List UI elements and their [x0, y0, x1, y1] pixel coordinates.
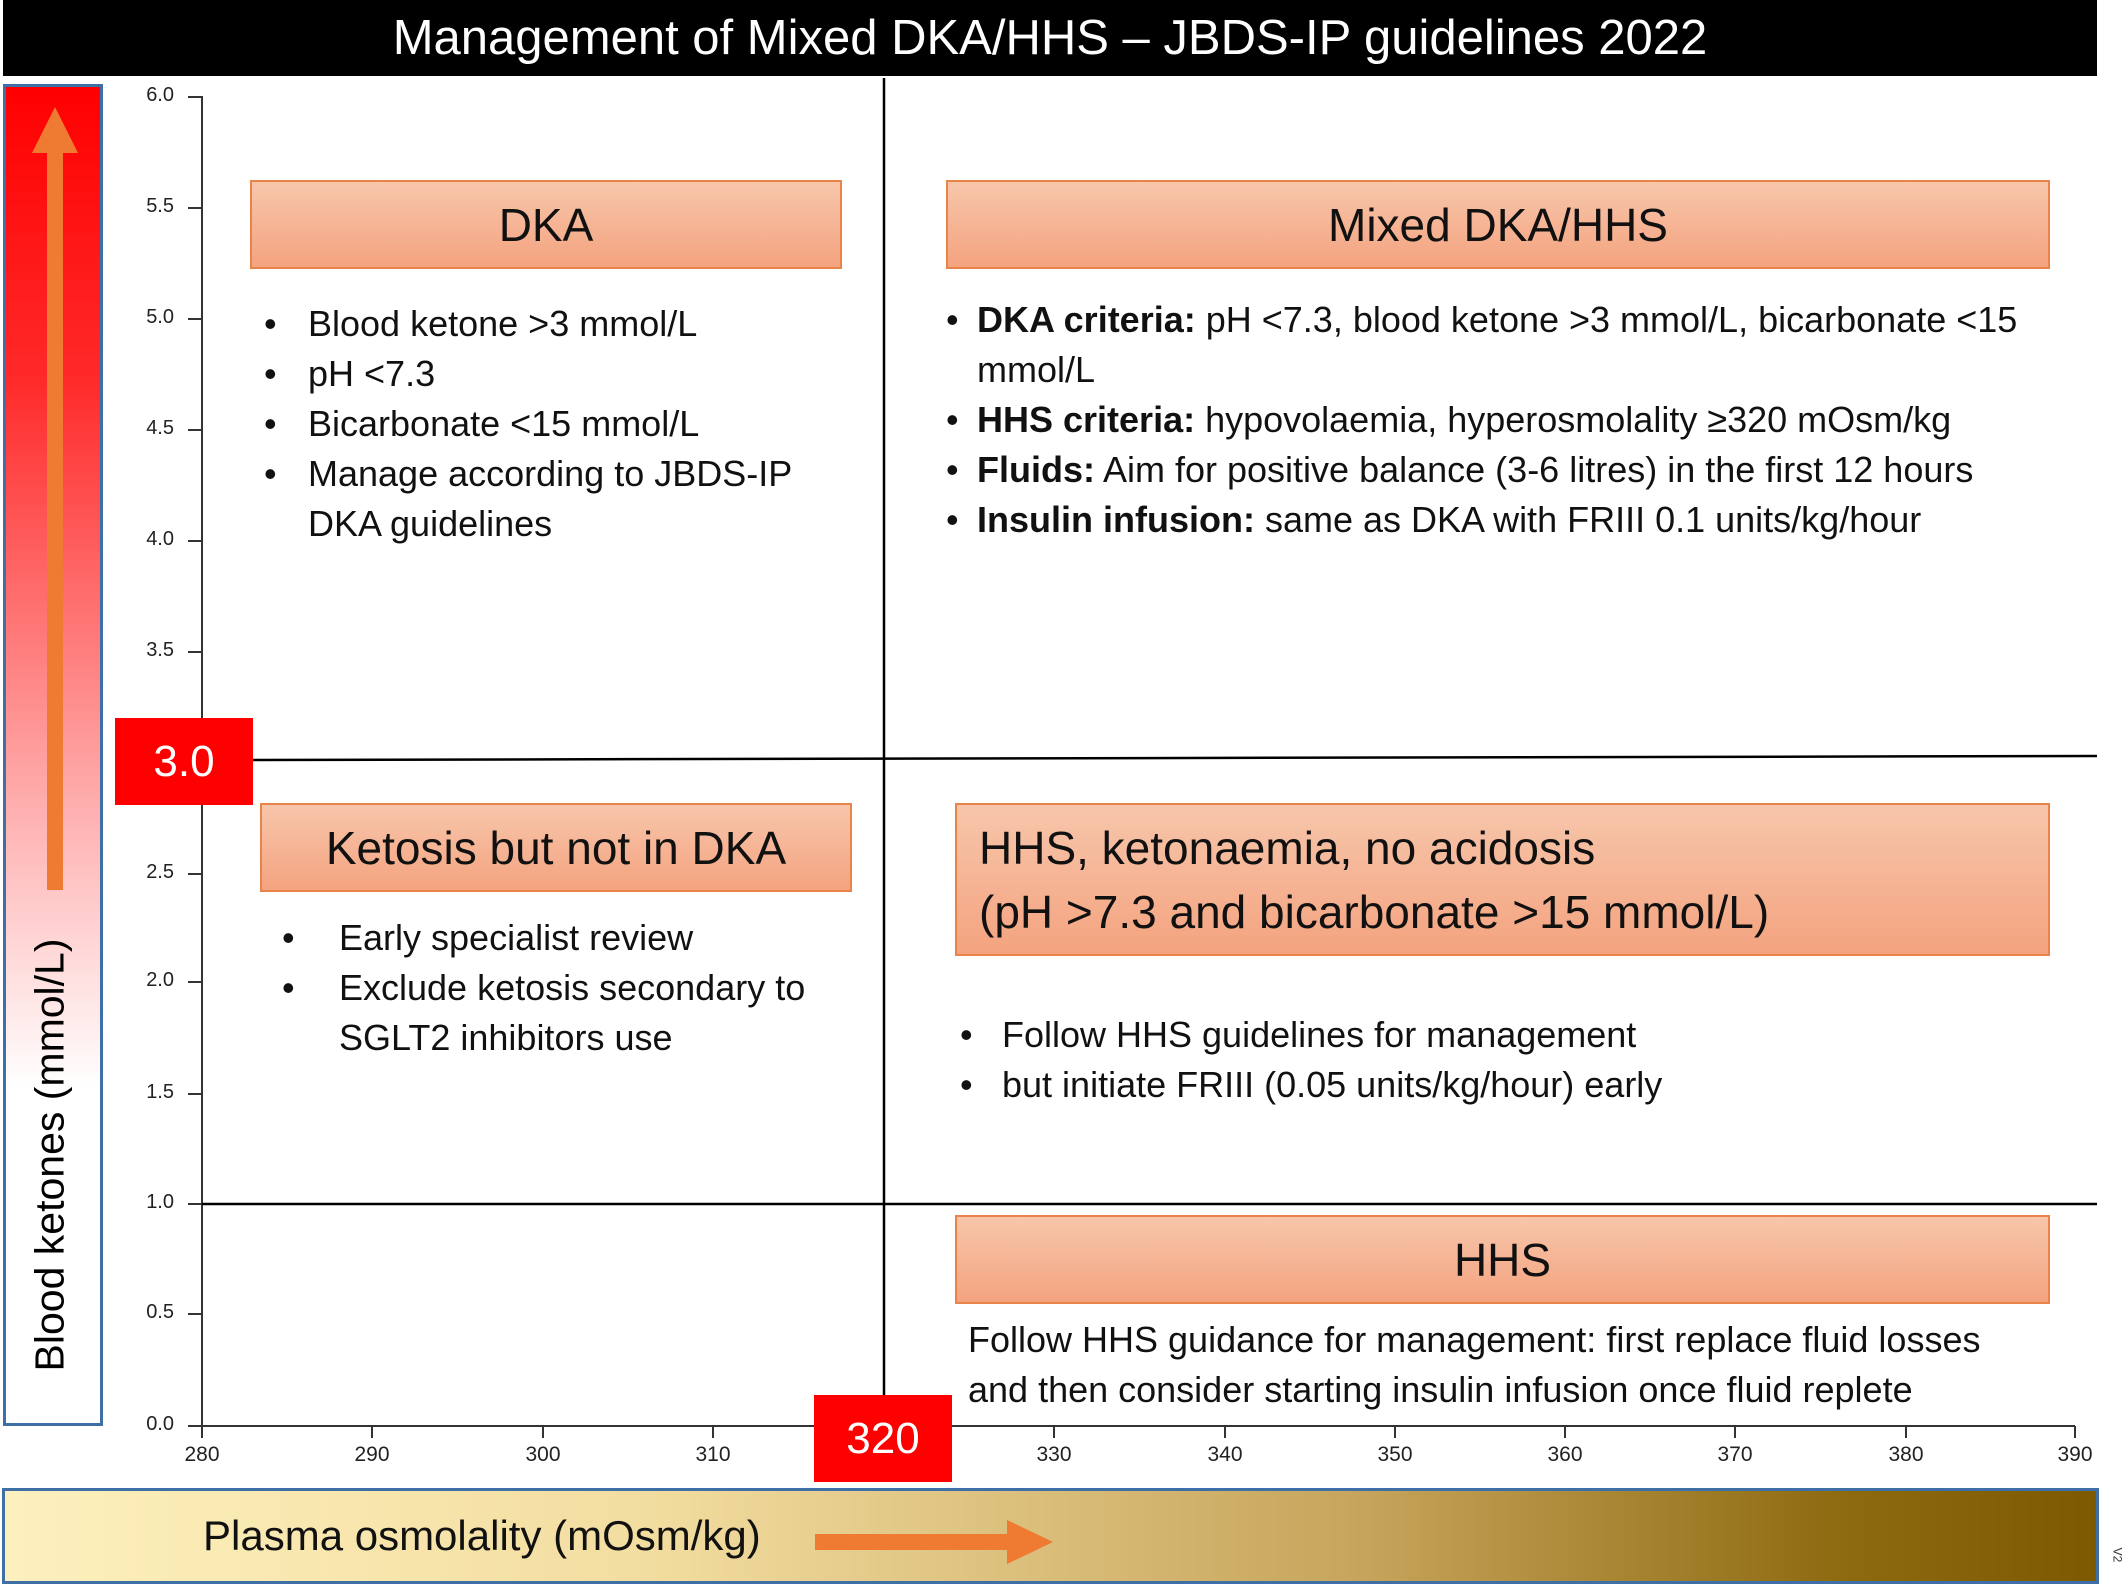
x-axis-label: Plasma osmolality (mOsm/kg)	[203, 1512, 761, 1559]
hhs-title: HHS	[1453, 1233, 1552, 1286]
x-tick-label: 350	[1377, 1443, 1413, 1466]
list-item	[946, 445, 2056, 495]
x-tick-label: 390	[2057, 1443, 2093, 1466]
x-tick-label: 330	[1036, 1443, 1072, 1466]
y-tick-label: 1.5	[146, 1081, 174, 1103]
list-item: • Follow HHS guidelines for management	[956, 1010, 2046, 1060]
ketosis-header	[260, 803, 852, 892]
x-tick-label: 360	[1547, 1443, 1583, 1466]
list-item: • Manage according to JBDS-IP DKA guidelines	[262, 449, 832, 549]
x-tick-label: 380	[1888, 1443, 1924, 1466]
x-tick-label: 370	[1717, 1443, 1753, 1466]
item-label: Fluids:	[977, 449, 1095, 490]
item-label: HHS criteria:	[977, 399, 1196, 440]
hhs-header	[955, 1215, 2050, 1304]
x-tick-label: 310	[695, 1443, 731, 1466]
x-tick-marks	[202, 1426, 2075, 1438]
list-item: • Bicarbonate <15 mmol/L	[262, 399, 832, 449]
mixed-criteria-list	[946, 295, 2056, 545]
y-tick-label: 0.0	[146, 1413, 174, 1435]
item-label: Insulin infusion:	[977, 499, 1255, 540]
y-tick-label: 6.0	[146, 84, 174, 106]
list-item: • Early specialist review	[275, 913, 865, 963]
y-tick-label: 1.0	[146, 1191, 174, 1213]
list-item: • Blood ketone >3 mmol/L	[262, 299, 832, 349]
item-text: Aim for positive balance (3-6 litres) in the first 12 hours	[1094, 449, 1974, 490]
item-text: hypovolaemia, hyperosmolality ≥320 mOsm/kg	[1195, 399, 1952, 440]
hhs-ketonaemia-title-line2: (pH >7.3 and bicarbonate >15 mmol/L)	[979, 885, 1770, 938]
ketosis-list	[275, 913, 865, 1063]
item-text: pH <7.3, blood ketone >3 mmol/L, bicarbonate <15 mmol/L	[977, 299, 2018, 390]
ketosis-title: Ketosis but not in DKA	[325, 821, 787, 874]
y-tick-label: 2.0	[146, 969, 174, 991]
dka-title: DKA	[498, 198, 594, 251]
y-tick-label: 4.0	[146, 528, 174, 550]
page-title: Management of Mixed DKA/HHS – JBDS-IP guidelines 2022	[3, 0, 2097, 76]
list-item	[946, 395, 2056, 445]
hhs-guidance-text: Follow HHS guidance for management: first replace fluid losses and then consider starting insulin infusion once fluid replete	[968, 1319, 1981, 1410]
hhs-ketonaemia-title-line1: HHS, ketonaemia, no acidosis	[979, 821, 1596, 874]
x-tick-label: 280	[184, 1443, 220, 1466]
dka-criteria-list	[262, 299, 832, 549]
y-tick-label: 4.5	[146, 417, 174, 439]
hhs-ketonaemia-list	[956, 1010, 2046, 1110]
dka-header	[250, 180, 842, 269]
y-tick-label: 2.5	[146, 861, 174, 883]
list-item: • but initiate FRIII (0.05 units/kg/hour) early	[956, 1060, 2046, 1110]
list-item: • Exclude ketosis secondary to SGLT2 inhibitors use	[275, 963, 865, 1063]
list-item	[946, 495, 2056, 545]
item-text: same as DKA with FRIII 0.1 units/kg/hour	[1254, 499, 1922, 540]
version-mark: V2	[2110, 1547, 2125, 1563]
hhs-ketonaemia-header	[955, 803, 2050, 956]
ketone-threshold-box: 3.0	[115, 718, 253, 805]
list-item: • pH <7.3	[262, 349, 832, 399]
x-tick-label: 340	[1207, 1443, 1243, 1466]
x-tick-label: 300	[525, 1443, 561, 1466]
osmolality-threshold-box: 320	[814, 1395, 952, 1482]
y-axis-label: Blood ketones (mmol/L)	[26, 938, 73, 1372]
y-tick-label: 5.0	[146, 306, 174, 328]
y-tick-label: 0.5	[146, 1301, 174, 1323]
item-label: DKA criteria:	[977, 299, 1196, 340]
y-tick-label: 3.5	[146, 639, 174, 661]
y-tick-label: 5.5	[146, 195, 174, 217]
list-item	[946, 295, 2056, 395]
x-tick-label: 290	[354, 1443, 390, 1466]
mixed-dka-hhs-header	[946, 180, 2050, 269]
mixed-dka-hhs-title: Mixed DKA/HHS	[1328, 198, 1668, 251]
